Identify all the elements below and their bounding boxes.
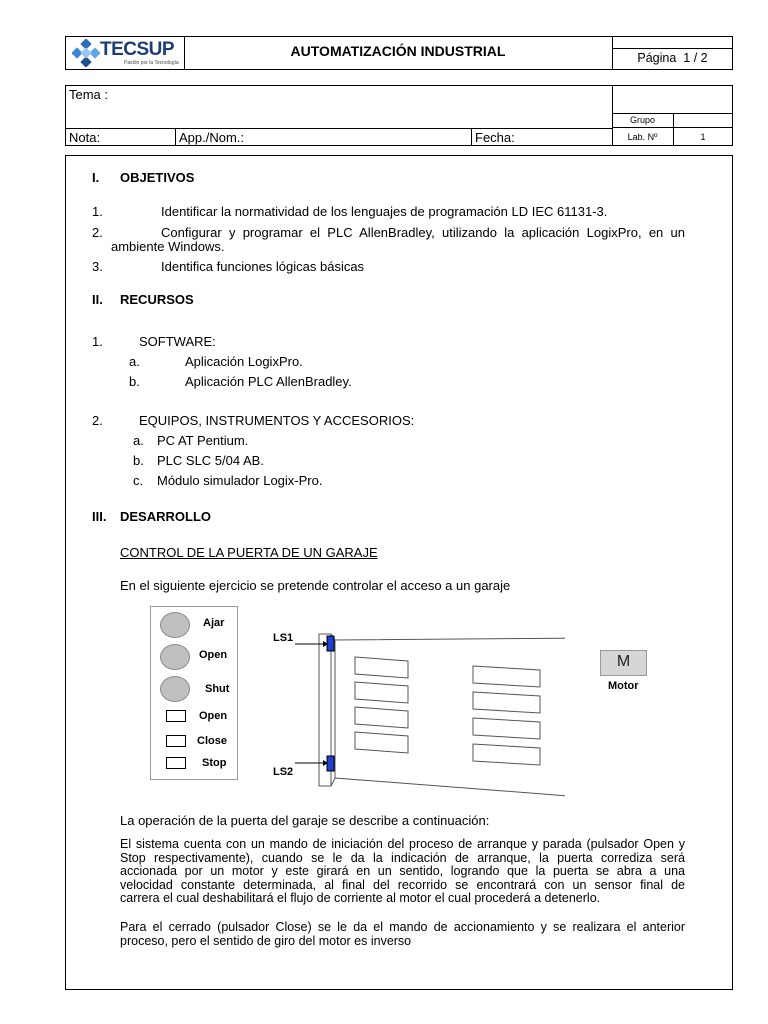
objetivo-2-line1: Configurar y programar el PLC AllenBradley, utilizando la aplicación LogixPro, en un	[161, 225, 685, 240]
objetivo-2-number: 2.	[92, 225, 103, 240]
objetivo-3-text: Identifica funciones lógicas básicas	[161, 259, 365, 274]
open-lamp-label: Open	[199, 710, 228, 722]
lab-number: 1	[700, 132, 706, 142]
operacion-line-1: El sistema cuenta con un mando de iniciación del proceso de arranque y parada (pulsador Open y	[120, 837, 685, 851]
ls1-sensor	[327, 636, 334, 651]
logo-tagline: Pasión por la Tecnología	[124, 60, 179, 66]
open-lamp	[166, 710, 186, 722]
tecsup-logo	[72, 38, 180, 68]
software-item-a-letter: a.	[129, 354, 140, 369]
section-2-number: II.	[92, 292, 103, 307]
desarrollo-intro: En el siguiente ejercicio se pretende controlar el acceso a un garaje	[120, 578, 511, 593]
shut-pushbutton	[160, 676, 190, 702]
section-3-number: III.	[92, 509, 107, 524]
objetivo-3-number: 3.	[92, 259, 103, 274]
cerrado-line-2: proceso, pero el sentido de giro del motor es inverso	[120, 933, 412, 948]
ls2-sensor	[327, 756, 334, 771]
equipos-item-c: Módulo simulador Logix-Pro.	[157, 473, 323, 488]
stop-lamp	[166, 757, 186, 769]
open-pushbutton	[160, 644, 190, 670]
equipos-item-a: PC AT Pentium.	[157, 433, 249, 448]
ls2-label: LS2	[273, 766, 294, 778]
motor-label: Motor	[608, 680, 639, 692]
software-item-a: Aplicación LogixPro.	[185, 354, 303, 369]
motor-symbol: M	[616, 653, 631, 670]
fecha-label: Fecha:	[475, 130, 515, 145]
ajar-button	[160, 612, 190, 638]
section-1-number: I.	[92, 170, 100, 185]
section-2-title: RECURSOS	[120, 292, 194, 307]
tecsup-logo-icon	[72, 39, 100, 67]
cerrado-line-1: Para el cerrado (pulsador Close) se le da el mando de accionamiento y se realizara el anterior	[120, 920, 685, 934]
stop-lamp-label: Stop	[202, 757, 227, 769]
lab-label: Lab. Nº	[627, 132, 658, 142]
close-lamp	[166, 735, 186, 747]
equipos-item-b-letter: b.	[133, 453, 144, 468]
equipos-item-b: PLC SLC 5/04 AB.	[157, 453, 264, 468]
software-number: 1.	[92, 334, 103, 349]
page-title: AUTOMATIZACIÓN INDUSTRIAL	[290, 43, 506, 59]
operacion-intro: La operación de la puerta del garaje se describe a continuación:	[120, 813, 490, 828]
software-item-b: Aplicación PLC AllenBradley.	[185, 374, 352, 389]
page-number: 1 / 2	[683, 51, 708, 65]
operacion-line-5: carrera el cual deshabilitará el flujo de corriente al motor el cual procederá a detenerlo.	[120, 891, 601, 905]
garage-door-diagram	[265, 620, 565, 805]
equipos-item-a-letter: a.	[133, 433, 144, 448]
operacion-paragraph	[120, 838, 685, 906]
section-3-title: DESARROLLO	[120, 509, 211, 524]
page-label: Página	[637, 51, 677, 65]
grupo-label: Grupo	[629, 115, 655, 125]
equipos-title: EQUIPOS, INSTRUMENTOS Y ACCESORIOS:	[139, 413, 415, 428]
software-title: SOFTWARE:	[139, 334, 216, 349]
logo-text: TECSUP	[100, 39, 175, 60]
software-item-b-letter: b.	[129, 374, 140, 389]
app-nom-label: App./Nom.:	[179, 130, 245, 145]
open-pushbutton-label: Open	[199, 649, 228, 661]
tema-label: Tema :	[69, 87, 109, 102]
shut-label: Shut	[205, 683, 230, 695]
section-1-title: OBJETIVOS	[120, 170, 195, 185]
operacion-line-4: velocidad constante determinada, al final del recorrido se encontrará con un sensor final de	[120, 877, 685, 892]
equipos-number: 2.	[92, 413, 103, 428]
equipos-item-c-letter: c.	[133, 473, 144, 488]
ls1-label: LS1	[273, 632, 294, 644]
objetivo-1-text: Identificar la normatividad de los lenguajes de programación LD IEC 61131-3.	[161, 204, 608, 219]
desarrollo-subtitle: CONTROL DE LA PUERTA DE UN GARAJE	[120, 545, 378, 560]
operacion-line-3: accionada por un motor y este girará en un sentido, logrando que la puerta se abra a una	[120, 864, 685, 878]
objetivo-2-line2: ambiente Windows.	[111, 239, 225, 254]
ajar-label: Ajar	[203, 617, 225, 629]
close-lamp-label: Close	[197, 735, 227, 747]
objetivo-1-number: 1.	[92, 204, 103, 219]
nota-label: Nota:	[69, 130, 101, 145]
cerrado-paragraph	[120, 921, 685, 948]
operacion-line-2: Stop respectivamente), cuando se le da la indicación de arranque, la puerta corrediza será	[120, 850, 685, 865]
